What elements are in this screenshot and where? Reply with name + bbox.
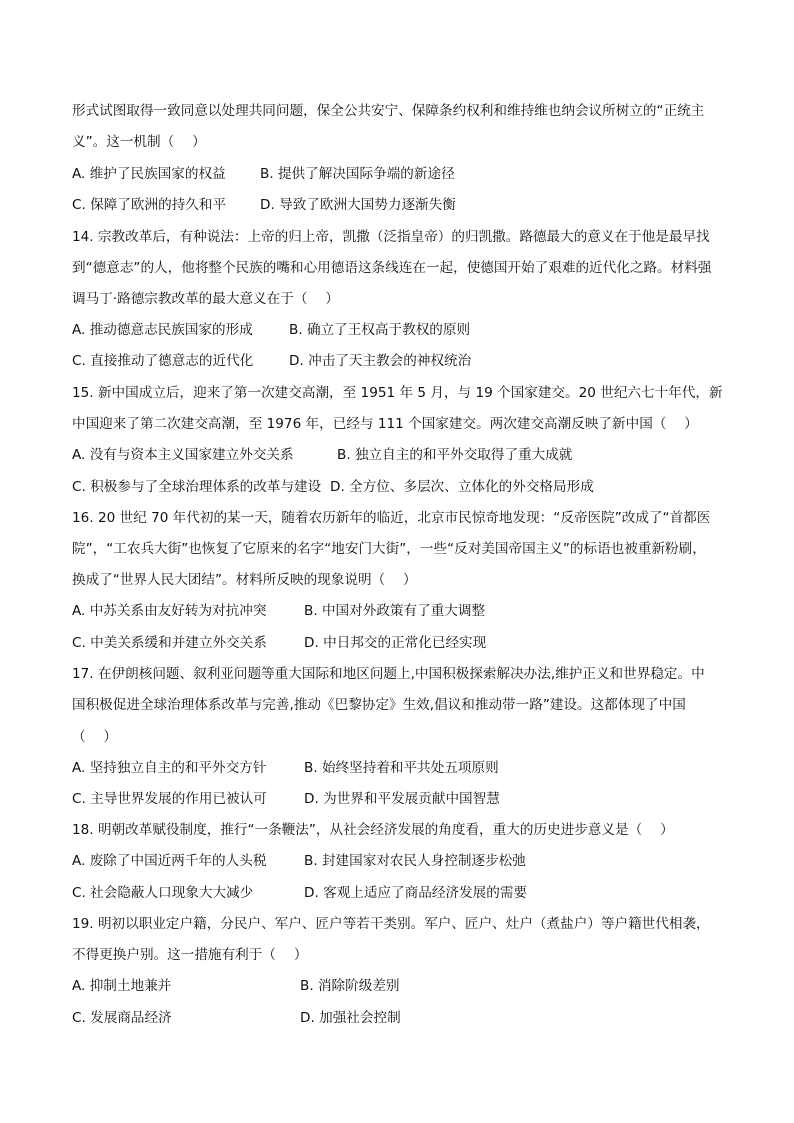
q15-option-d[interactable]: D. 全方位、多层次、立体化的外交格局形成 bbox=[330, 479, 594, 495]
q16-option-d[interactable]: D. 中日邦交的正常化已经实现 bbox=[304, 635, 487, 651]
q14-option-c[interactable]: C. 直接推动了德意志的近代化 bbox=[72, 353, 254, 369]
q19-stem-line-2: 不得更换户别。这一措施有利于（ ） bbox=[72, 947, 308, 963]
q13-stem-line-2: 义”。这一机制（ ） bbox=[72, 134, 206, 150]
q18-option-c[interactable]: C. 社会隐蔽人口现象大大减少 bbox=[72, 885, 254, 901]
q19-option-d[interactable]: D. 加强社会控制 bbox=[300, 1010, 401, 1026]
q15-option-b[interactable]: B. 独立自主的和平外交取得了重大成就 bbox=[337, 447, 573, 463]
q18-stem-line-1: 18. 明朝改革赋役制度，推行“一条鞭法”，从社会经济发展的角度看，重大的历史进步意义是（ ） bbox=[72, 822, 674, 838]
q15-option-a[interactable]: A. 没有与资本主义国家建立外交关系 bbox=[72, 447, 294, 463]
q13-option-a[interactable]: A. 维护了民族国家的权益 bbox=[72, 166, 226, 182]
q16-stem-line-2: 院”，“工农兵大街”也恢复了它原来的名字“地安门大街”，一些“反对美国帝国主义”的标语也被重新粉刷， bbox=[72, 541, 706, 557]
q13-stem-line-1: 形式试图取得一致同意以处理共同问题，保全公共安宁、保障条约权利和维持维也纳会议所树立的“正统主 bbox=[72, 103, 705, 119]
q19-option-a[interactable]: A. 抑制土地兼并 bbox=[72, 978, 172, 994]
q15-option-c[interactable]: C. 积极参与了全球治理体系的改革与建设 bbox=[72, 479, 322, 495]
q17-option-c[interactable]: C. 主导世界发展的作用已被认可 bbox=[72, 791, 267, 807]
q14-stem-line-3: 调马丁·路德宗教改革的最大意义在于（ ） bbox=[72, 291, 339, 307]
q14-option-d[interactable]: D. 冲击了天主教会的神权统治 bbox=[289, 353, 472, 369]
q17-stem-line-1: 17. 在伊朗核问题、叙利亚问题等重大国际和地区问题上,中国积极探索解决办法,维护正义和世界稳定。中 bbox=[72, 666, 705, 682]
q16-option-c[interactable]: C. 中美关系缓和并建立外交关系 bbox=[72, 635, 267, 651]
q19-option-c[interactable]: C. 发展商品经济 bbox=[72, 1010, 172, 1026]
q15-stem-line-2: 中国迎来了第二次建交高潮，至 1976 年，已经与 111 个国家建交。两次建交高潮反映了新中国（ ） bbox=[72, 416, 698, 432]
q14-stem-line-2: 到“德意志”的人，他将整个民族的嘴和心用德语这条线连在一起，使德国开始了艰难的近代化之路。材料强 bbox=[72, 260, 712, 276]
q14-stem-line-1: 14. 宗教改革后，有种说法：上帝的归上帝，凯撒（泛指皇帝）的归凯撒。路德最大的意义在于他是最早找 bbox=[72, 229, 710, 245]
q17-option-a[interactable]: A. 坚持独立自主的和平外交方针 bbox=[72, 760, 267, 776]
q19-option-b[interactable]: B. 消除阶级差别 bbox=[300, 978, 400, 994]
q17-option-b[interactable]: B. 始终坚持着和平共处五项原则 bbox=[304, 760, 499, 776]
q13-option-d[interactable]: D. 导致了欧洲大国势力逐渐失衡 bbox=[260, 197, 456, 213]
q16-stem-line-3: 换成了“世界人民大团结”。材料所反映的现象说明（ ） bbox=[72, 572, 417, 588]
q16-option-b[interactable]: B. 中国对外政策有了重大调整 bbox=[304, 603, 486, 619]
q16-option-a[interactable]: A. 中苏关系由友好转为对抗冲突 bbox=[72, 603, 267, 619]
q18-option-b[interactable]: B. 封建国家对农民人身控制逐步松弛 bbox=[304, 853, 526, 869]
q14-option-b[interactable]: B. 确立了王权高于教权的原则 bbox=[289, 322, 471, 338]
q19-stem-line-1: 19. 明初以职业定户籍，分民户、军户、匠户等若干类别。军户、匠户、灶户（煮盐户）等户籍世代相袭， bbox=[72, 916, 710, 932]
q18-option-a[interactable]: A. 废除了中国近两千年的人头税 bbox=[72, 853, 267, 869]
q16-stem-line-1: 16. 20 世纪 70 年代初的某一天，随着农历新年的临近，北京市民惊奇地发现：“反帝医院”改成了“首都医 bbox=[72, 510, 711, 526]
q15-stem-line-1: 15. 新中国成立后，迎来了第一次建交高潮，至 1951 年 5 月，与 19 个国家建交。20 世纪六七十年代，新 bbox=[72, 385, 723, 401]
q17-option-d[interactable]: D. 为世界和平发展贡献中国智慧 bbox=[304, 791, 500, 807]
q13-option-b[interactable]: B. 提供了解决国际争端的新途径 bbox=[260, 166, 455, 182]
q17-stem-line-3: （ ） bbox=[72, 729, 118, 745]
q18-option-d[interactable]: D. 客观上适应了商品经济发展的需要 bbox=[304, 885, 528, 901]
q13-option-c[interactable]: C. 保障了欧洲的持久和平 bbox=[72, 197, 227, 213]
q17-stem-line-2: 国积极促进全球治理体系改革与完善,推动《巴黎协定》生效,倡议和推动带一路”建设。这都体现了中国 bbox=[72, 697, 686, 713]
q14-option-a[interactable]: A. 推动德意志民族国家的形成 bbox=[72, 322, 253, 338]
